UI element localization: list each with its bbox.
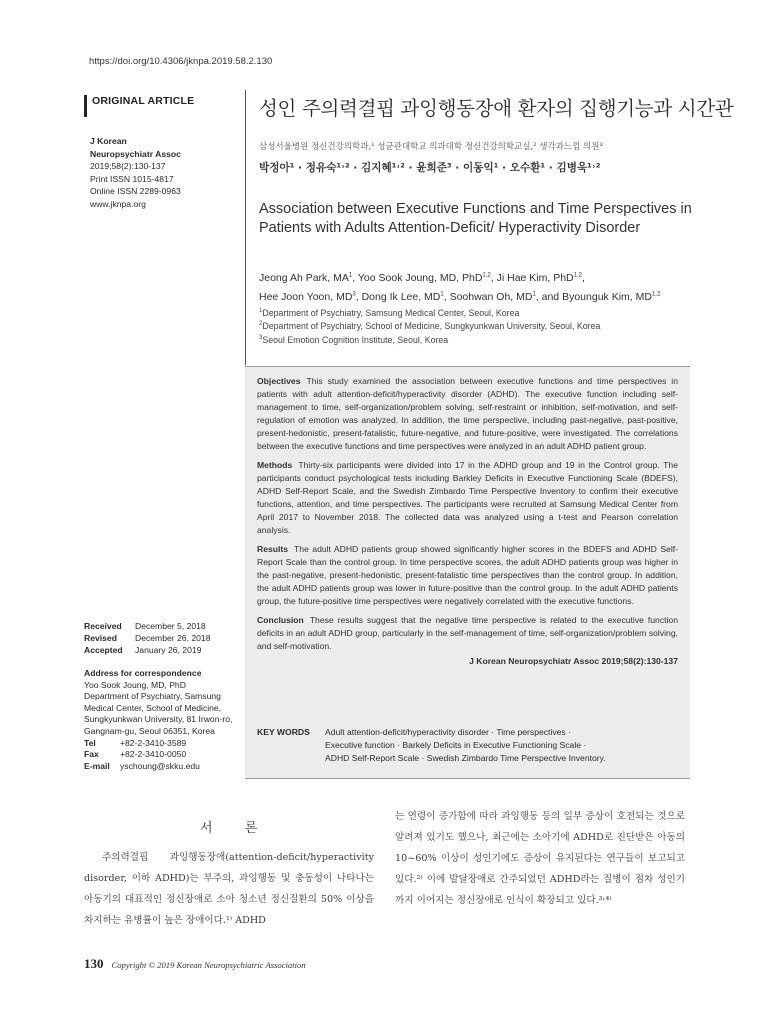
affil-mark: 1 xyxy=(259,308,263,315)
conclusion-text: These results suggest that the negative time perspective is related to the executive function deficits in an adult ADHD group, particularly in the self-management of time, self-organization/problem solving, and self-motivation. xyxy=(257,615,678,651)
english-affiliations xyxy=(259,307,709,347)
body-text-right: 는 연령이 증가함에 따라 과잉행동 등의 일부 증상이 호전되는 것으로 알려져 있기도 했으나, 최근에는 소아기에 ADHD로 진단받은 아동의 10~60% 이상이 성인기에도 증상이 유지된다는 연구들이 보고되고 있다.²⁾ 이에 발달장애로 간주되었던 ADHD라는 질병이 점차 성인기까지 이어지는 정신장애로 인식이 확장되고 있다.³˒⁴⁾ xyxy=(395,811,685,906)
objectives-label: Objectives xyxy=(257,376,301,386)
author-name: Ji Hae Kim, PhD xyxy=(496,272,574,284)
author-name: Soohwan Oh, MD xyxy=(449,291,533,303)
affiliation: Department of Psychiatry, School of Medicine, Sungkyunkwan University, Seoul, Korea xyxy=(262,321,601,332)
fax-value: +82-2-3410-0050 xyxy=(120,749,187,760)
author-affil-mark: 1,2 xyxy=(573,272,582,279)
results-text: The adult ADHD patients group showed significantly higher scores in the BDEFS and ADHD Self-Report Scale than the control group. In time perspective scores, the adult ADHD patients group was higher in the past-negative, present-hedonistic, present-fatalistic time perspectives than the control group. In addition, the adult ADHD patients group was lower in future-positive than the control group. In the adult ADHD patients group, the future-positive time perspectives were negatively correlated with the executive functions. xyxy=(257,544,678,606)
article-type: ORIGINAL ARTICLE xyxy=(92,95,195,107)
objectives-paragraph xyxy=(257,375,678,453)
methods-label: Methods xyxy=(257,460,293,470)
introduction-heading: 서 론 xyxy=(200,821,272,836)
received-label: Received xyxy=(84,621,122,631)
journal-name-line2: Neuropsychiatr Assoc xyxy=(90,148,181,159)
received-date: December 5, 2018 xyxy=(135,621,206,631)
correspondence-line: Yoo Sook Joung, MD, PhD xyxy=(84,679,186,690)
print-issn: Print ISSN 1015-4817 xyxy=(90,173,174,184)
english-authors: Jeong Ah Park, $MA^1$, Yoo Sook Joung, MD, PhD$^{1,2}$, Ji Hae Kim, PhD$^{1,2}$, Hee Joon Yoon, $MD^3$, Dong Ik Lee, $MD^1$, Soohwan Oh, $MD^1$, and Byounguk Kim, MD$^{1,2}$ xyxy=(259,272,661,303)
keywords-line: ADHD Self-Report Scale · Swedish Zimbardo Time Perspective Inventory. xyxy=(325,753,606,763)
abstract-box xyxy=(245,366,690,779)
author-affil-mark: 1,2 xyxy=(651,291,661,298)
page-number: 130 xyxy=(84,956,104,971)
korean-authors: 박정아¹ · 정유숙¹˒² · 김지혜¹˒² · 윤희준³ · 이동익¹ · 오수환¹ · 김병욱¹˒² xyxy=(259,162,601,174)
objectives-text: This study examined the association between executive functions and time perspectives in patients with adult attention-deficit/hyperactivity disorder (ADHD). The executive function including self-management to time, self-organization/problem solving, self-restraint or inhibition, self-motivation, and self-regulation of emotion was analyzed. In addition, the time perspective, including past-negative, past-positive, present-hedonistic, present-fatalistic, future-negative, and future-positive, were investigated. The correlations between the executive functions and time perspectives were analyzed in an adult ADHD patient group. xyxy=(257,376,678,451)
accepted-date: January 26, 2019 xyxy=(135,645,202,656)
tel-value: +82-2-3410-3589 xyxy=(120,737,187,748)
correspondence-line: Department of Psychiatry, Samsung xyxy=(84,691,221,702)
author-affil-mark: 1 xyxy=(348,272,353,279)
keywords xyxy=(257,726,682,765)
author-name: Yoo Sook Joung, MD, PhD xyxy=(357,272,483,284)
fax-label: Fax xyxy=(84,749,99,760)
affil-mark: 2 xyxy=(259,321,263,328)
header-divider xyxy=(245,90,246,365)
author-name: Dong Ik Lee, MD xyxy=(361,291,441,303)
journal-volume: 2019;58(2):130-137 xyxy=(90,161,166,172)
affiliation: Seoul Emotion Cognition Institute, Seoul, Korea xyxy=(262,334,449,345)
email-label: E-mail xyxy=(84,760,110,771)
author-affil-mark: 1 xyxy=(440,291,444,298)
affil-mark: 3 xyxy=(259,334,263,341)
author-name: Byounguk Kim, MD xyxy=(562,291,652,303)
tel-label: Tel xyxy=(84,737,96,748)
korean-title: 성인 주의력결핍 과잉행동장애 환자의 집행기능과 시간관 xyxy=(259,97,734,120)
revised-label: Revised xyxy=(84,633,117,644)
results-label: Results xyxy=(257,544,289,554)
methods-text: Thirty-six participants were divided into 17 in the ADHD group and 19 in the Control group. The participants conduct psychological tests including Barkley Deficits in Executive Functioning Scale (BDEFS), ADHD Self-Report Scale, and the Swedish Zimbardo Time Perspective Inventory to confirm their executive functions, attention, and time perspectives. The participants were recruited at Samsung Medical Center from April 2017 to November 2018. The collected data was analyzed using a t-test and Pearson correlation analysis. xyxy=(257,460,678,535)
correspondence-line: Gangnam-gu, Seoul 06351, Korea xyxy=(84,725,215,736)
journal-website[interactable]: www.jknpa.org xyxy=(90,198,146,209)
author-name: Hee Joon Yoon, MD xyxy=(259,291,353,303)
online-issn: Online ISSN 2289-0963 xyxy=(90,186,181,197)
accepted-label: Accepted xyxy=(84,645,123,656)
sidebar-rule xyxy=(84,95,87,117)
author-affil-mark: 1,2 xyxy=(482,272,491,279)
journal-name-line1: J Korean xyxy=(90,136,127,146)
doi-link[interactable]: https://doi.org/10.4306/jknpa.2019.58.2.130 xyxy=(89,56,273,67)
email-value[interactable]: yschoung@skku.edu xyxy=(120,760,200,771)
keywords-line: Adult attention-deficit/hyperactivity disorder · Time perspectives · xyxy=(325,727,571,737)
author-affil-mark: 3 xyxy=(352,291,356,298)
keywords-label: KEY WORDS xyxy=(257,727,310,737)
copyright-notice: Copyright © 2019 Korean Neuropsychiatric Association xyxy=(111,960,306,970)
abstract-citation: J Korean Neuropsychiatr Assoc 2019;58(2):130-137 xyxy=(469,656,678,666)
keywords-line: Executive function · Barkely Deficits in Executive Functioning Scale · xyxy=(325,740,587,750)
conclusion-label: Conclusion xyxy=(257,615,304,625)
correspondence-line: Medical Center, School of Medicine, xyxy=(84,702,222,713)
page-footer xyxy=(84,956,306,972)
article-dates xyxy=(84,620,244,657)
body-text-left: 주의력결핍 과잉행동장애(attention-deficit/hyperactivity disorder, 이하 ADHD)는 부주의, 과잉행동 및 충동성이 나타나는 아동기의 대표적인 정신장애로 소아 청소년 정신질환의 50% 이상을 차지하는 유병률이 높은 장애이다.¹⁾ ADHD xyxy=(84,852,374,926)
results-paragraph xyxy=(257,543,678,608)
conclusion-paragraph xyxy=(257,614,678,653)
revised-date: December 26, 2018 xyxy=(135,633,211,644)
journal-info xyxy=(90,135,181,211)
correspondence-line: Sungkyunkwan University, 81 Irwon-ro, xyxy=(84,714,233,725)
correspondence-block xyxy=(84,668,244,772)
methods-paragraph xyxy=(257,459,678,537)
author-name: Jeong Ah Park, MA xyxy=(259,272,349,284)
author-affil-mark: 1 xyxy=(532,291,536,298)
correspondence-title: Address for correspondence xyxy=(84,668,202,678)
korean-affiliations: 삼성서울병원 정신건강의학과,¹ 성균관대학교 의과대학 정신건강의학교실,² 생각과느낌 의원³ xyxy=(259,142,603,152)
affiliation: Department of Psychiatry, Samsung Medical Center, Seoul, Korea xyxy=(262,308,520,318)
english-title: Association between Executive Functions and Time Perspectives in Patients with Adults Attention-Deficit/ Hyperactivity Disorder xyxy=(259,201,692,236)
